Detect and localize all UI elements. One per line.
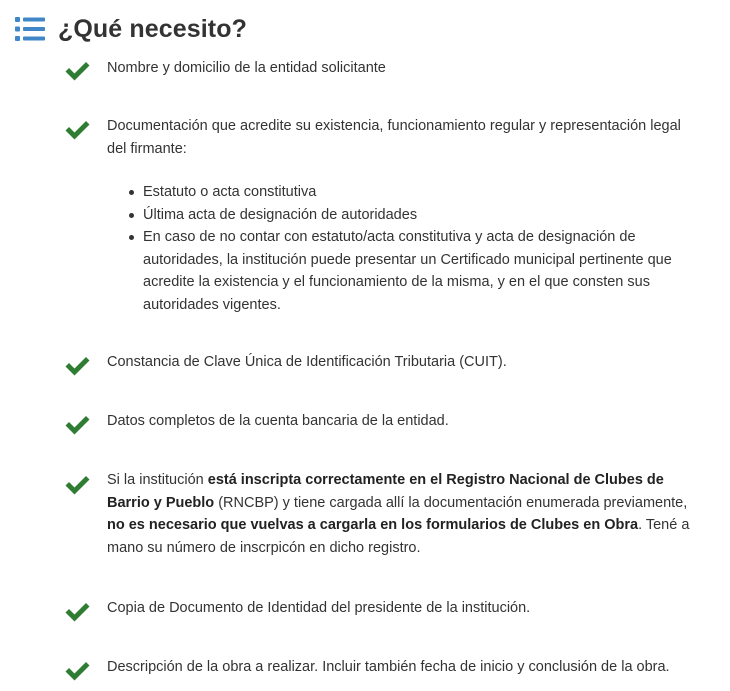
checkmark-icon xyxy=(64,601,91,623)
checkmark-icon xyxy=(64,414,91,436)
requirement-text: Descripción de la obra a realizar. Incluir también fecha de inicio y conclusión de la obra. xyxy=(107,659,670,675)
checkmark-icon xyxy=(64,60,91,82)
text-segment: . Tené a mano su número de inscrpicón en dicho registro. xyxy=(107,517,690,556)
checkmark-icon xyxy=(64,660,91,682)
checkmark-icon xyxy=(64,119,91,141)
page-title: ¿Qué necesito? xyxy=(58,14,247,43)
requirement-text xyxy=(107,469,697,559)
list-icon xyxy=(14,15,46,43)
section-header xyxy=(14,12,247,46)
checkmark-icon xyxy=(64,474,91,496)
checkmark-icon xyxy=(64,355,91,377)
text-segment: (RNCBP) y tiene cargada allí la documentación enumerada previamente, xyxy=(214,494,688,511)
requirement-text: Datos completos de la cuenta bancaria de la entidad. xyxy=(107,413,449,429)
text-segment: Si la institución xyxy=(107,472,208,488)
sub-list xyxy=(128,181,688,316)
requirement-text: Constancia de Clave Única de Identificación Tributaria (CUIT). xyxy=(107,354,507,370)
text-segment-bold: está inscripta correctamente en el Registro Nacional de Clubes de Barrio y Pueblo xyxy=(107,472,664,511)
sub-list-item: Estatuto o acta constitutiva xyxy=(128,181,688,204)
sub-list-item: En caso de no contar con estatuto/acta constitutiva y acta de designación de autoridades, la institución puede presentar un Certificado municipal pertinente que acredite la existencia y el funcionamiento de la misma, y en el que consten sus autoridades vigentes. xyxy=(128,226,688,316)
requirement-text: Nombre y domicilio de la entidad solicitante xyxy=(107,60,386,76)
text-segment-bold: no es necesario que vuelvas a cargarla en los formularios de Clubes en Obra xyxy=(107,517,639,533)
requirement-text: Documentación que acredite su existencia, funcionamiento regular y representación legal del firmante: xyxy=(107,118,681,157)
sub-list-item: Última acta de designación de autoridades xyxy=(128,204,688,227)
requirement-text: Copia de Documento de Identidad del presidente de la institución. xyxy=(107,600,531,616)
